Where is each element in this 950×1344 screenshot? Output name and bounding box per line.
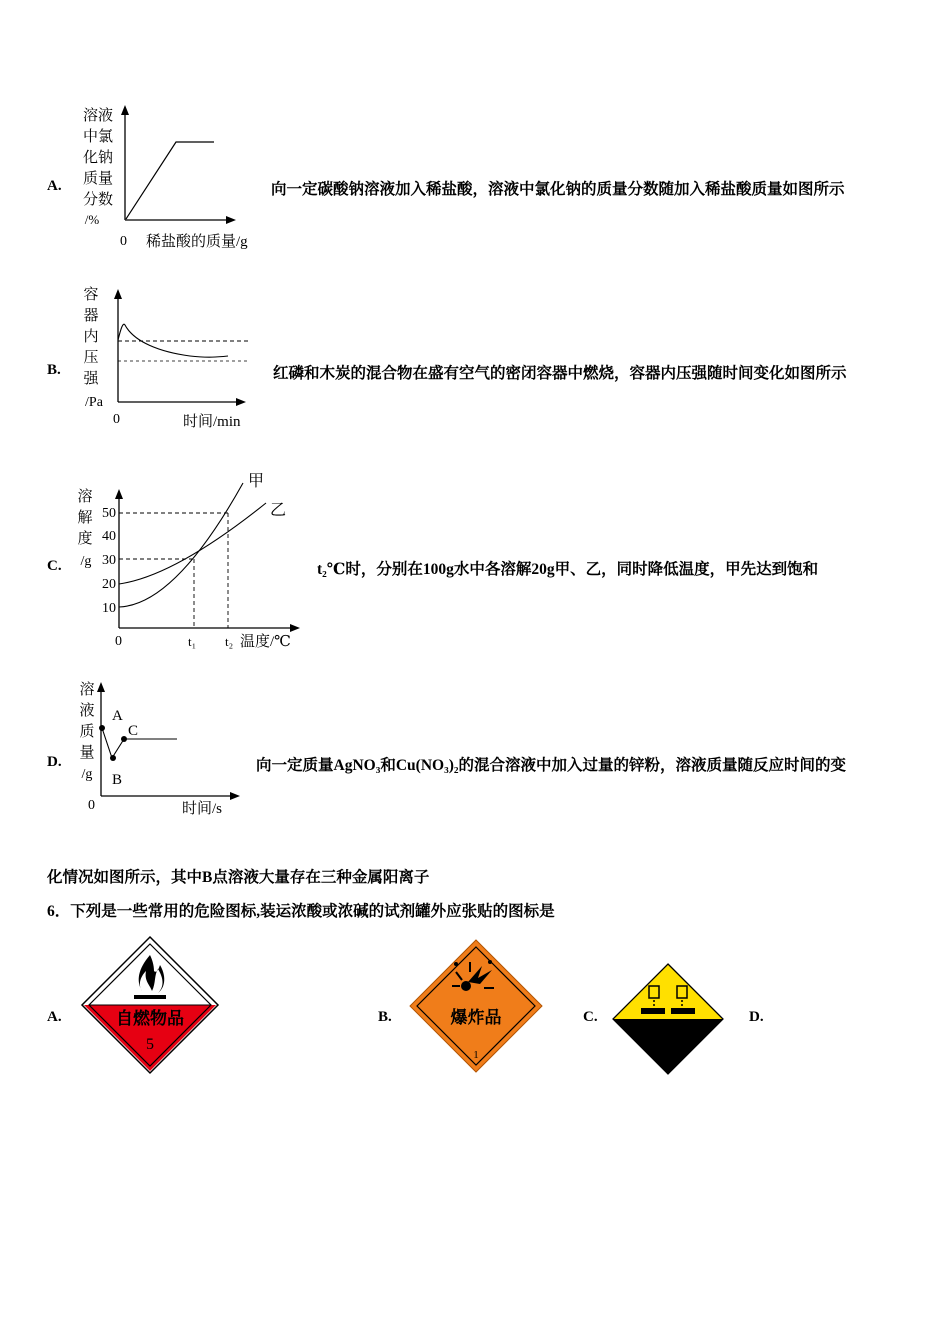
svg-text:量: 量 [79,745,95,761]
option-a-statement: 向一定碳酸钠溶液加入稀盐酸，溶液中氯化钠的质量分数随加入稀盐酸质量如图所示 [271,181,845,198]
svg-text:器: 器 [83,308,99,324]
option-a-curve [126,142,214,219]
q6-option-a-letter: A. [47,1009,62,1025]
svg-text:化钠: 化钠 [82,150,114,166]
option-a-x-axis-label: 稀盐酸的质量/g [146,234,248,250]
sign-b-text: 爆炸品 [450,1008,502,1027]
svg-text:/Pa: /Pa [85,395,103,410]
option-d-statement-continued: 化情况如图所示，其中B点溶液大量存在三种金属阳离子 [47,869,430,886]
option-d-y-axis-label [79,681,94,782]
question-6-text: 6．下列是一些常用的危险图标,装运浓酸或浓碱的试剂罐外应张贴的图标是 [47,903,555,920]
svg-text:质量: 质量 [82,171,114,187]
option-d-statement: 向一定质量AgNO₃和Cu(NO₃)₂的混合溶液中加入过量的锌粉，溶液质量随反应时间的变 [256,757,847,774]
option-c-curve-yi [119,503,266,584]
sign-corrosive [611,962,725,1076]
sign-spontaneously-combustible [80,935,220,1075]
svg-text:内: 内 [83,329,99,345]
option-d-origin: 0 [88,798,95,813]
svg-text:中氯: 中氯 [82,129,114,145]
option-c-statement: t₂℃时，分别在100g水中各溶解20g甲、乙，同时降低温度，甲先达到饱和 [317,561,819,578]
option-b-letter: B. [47,362,61,378]
svg-text:度: 度 [77,531,93,547]
option-d-letter: D. [47,754,62,770]
point-a-marker [99,725,105,731]
svg-text:容: 容 [83,287,99,303]
sign-a-text: 自燃物品 [116,1009,184,1028]
svg-text:强: 强 [83,371,99,387]
option-c-graph [70,470,310,652]
option-a-graph [78,100,268,252]
option-b-graph [78,282,268,434]
y-tick-50: 50 [102,506,116,521]
y-tick-20: 20 [102,577,116,592]
svg-text:压: 压 [83,350,99,366]
svg-text:溶: 溶 [77,489,93,505]
point-c-marker [121,736,127,742]
option-d-curve [102,728,177,758]
q6-option-d-letter: D. [749,1009,764,1025]
option-c-x-tick-t1: t₁ [188,634,197,649]
option-d-point-a: A [112,708,123,724]
sign-c-yellow-half [611,962,725,1019]
option-c-x-tick-t2: t₂ [225,634,234,649]
option-c-y-ticks [102,506,116,616]
option-b-statement: 红磷和木炭的混合物在盛有空气的密闭容器中燃烧，容器内压强随时间变化如图所示 [273,365,847,382]
option-c-label-jia: 甲 [248,473,265,490]
svg-text:解: 解 [77,510,93,526]
point-b-marker [110,755,116,761]
svg-text:/%: /% [84,212,100,227]
option-c-letter: C. [47,558,62,574]
option-d-point-b: B [112,772,123,788]
q6-option-b-letter: B. [378,1009,392,1025]
option-b-y-axis-label [83,286,103,410]
option-c-curve-jia [119,483,243,607]
q6-option-c-letter: C. [583,1009,598,1025]
svg-text:溶: 溶 [79,682,95,698]
option-c-origin: 0 [115,634,122,649]
option-b-origin: 0 [113,412,120,427]
sign-a-number: 5 [146,1036,154,1053]
option-b-x-axis-label: 时间/min [183,414,241,430]
svg-text:液: 液 [79,703,95,719]
sign-b-number: 1 [473,1049,479,1061]
option-d-point-c: C [128,723,139,739]
y-tick-40: 40 [102,529,116,544]
y-tick-30: 30 [102,553,116,568]
svg-text:/g: /g [81,767,93,782]
sign-c-text: 腐蚀品 [645,1024,691,1040]
y-tick-10: 10 [102,601,116,616]
svg-text:溶液: 溶液 [82,108,114,124]
svg-text:质: 质 [79,724,95,740]
option-c-label-yi: 乙 [270,502,287,519]
option-a-origin: 0 [120,234,127,249]
option-a-y-axis-label [83,106,113,227]
option-d-x-axis-label: 时间/s [182,801,223,817]
sign-explosive [408,938,544,1074]
option-a-letter: A. [47,178,62,194]
option-c-x-axis-label: 温度/℃ [240,634,291,650]
option-d-graph [74,672,254,822]
option-c-y-axis-label [77,488,92,569]
svg-text:/g: /g [80,554,92,569]
svg-text:分数: 分数 [82,192,114,208]
